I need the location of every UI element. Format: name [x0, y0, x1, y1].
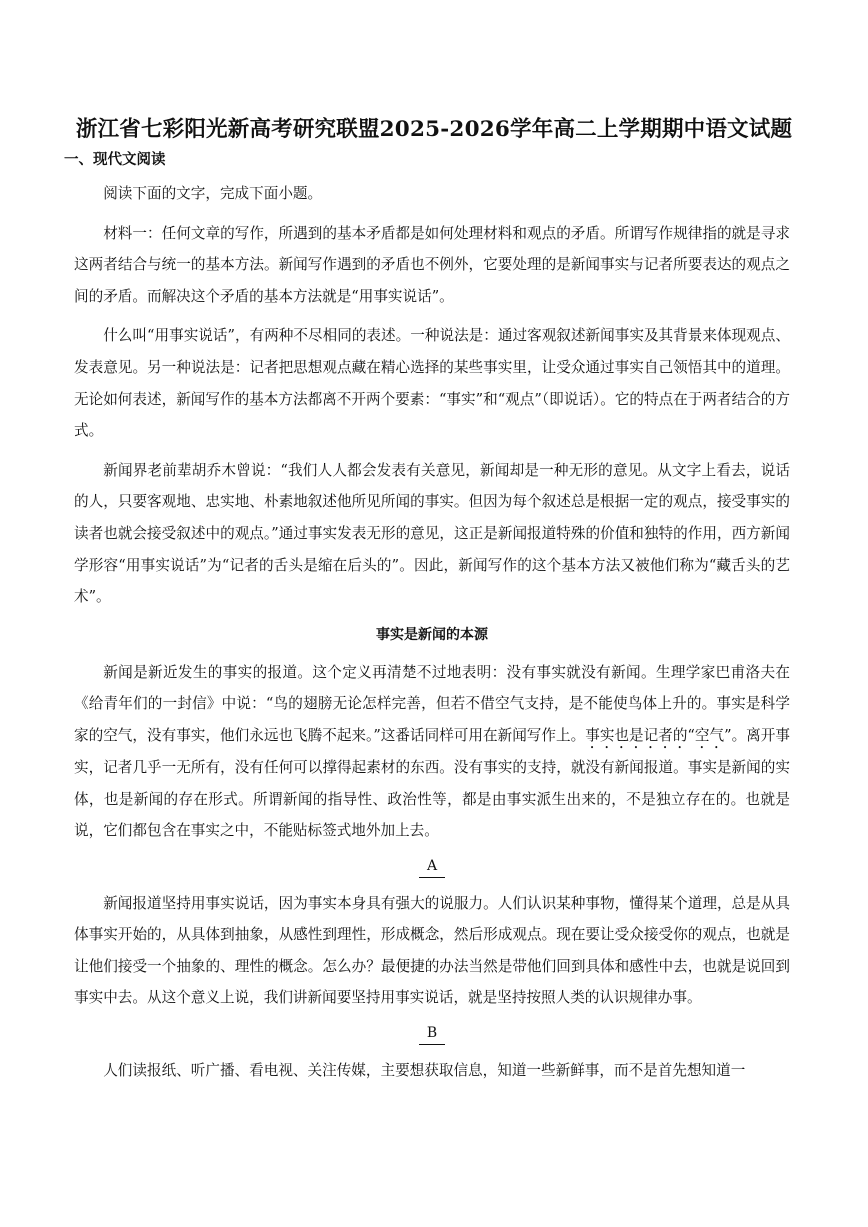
blank-mark-a-label: A — [419, 855, 445, 878]
emphasized-sentence: 事实也是记者的“空气” — [585, 726, 732, 744]
blank-mark-a — [74, 855, 790, 878]
page-title: 浙江省七彩阳光新高考研究联盟2025-2026学年高二上学期期中语文试题 — [75, 117, 793, 142]
paragraph-4-start: 新闻是新近发生的事实的报道。这个定义再清楚不过地表明：没有事实就没有新闻。生理学家巴甫洛夫在《给青年们的一封信》中说：“鸟的翅膀无论怎样完善，但若不借空气支持，是不能使鸟体上升的。事实是科学家的空气，没有事实，他们永远也飞腾不起来。”这番话同样可用在新闻写作上。 — [74, 663, 790, 744]
subtitle: 事实是新闻的本源 — [376, 626, 488, 643]
paragraph-2: 什么叫“用事实说话”，有两种不尽相同的表述。一种说法是：通过客观叙述新闻事实及其背景来体现观点、发表意见。另一种说法是：记者把思想观点藏在精心选择的某些事实里，让受众通过事实自己领悟其中的道理。无论如何表述，新闻写作的基本方法都离不开两个要素：“事实”和“观点”（即说话）。它的特点在于两者结合的方式。 — [74, 327, 790, 440]
instruction: 阅读下面的文字，完成下面小题。 — [103, 185, 323, 202]
blank-mark-b — [74, 1022, 790, 1045]
section-heading: 一、现代文阅读 — [64, 152, 166, 168]
paragraph-6: 人们读报纸、听广播、看电视、关注传媒，主要想获取信息，知道一些新鲜事，而不是首先想知道一 — [103, 1062, 746, 1080]
blank-mark-b-label: B — [419, 1022, 445, 1045]
paragraph-5: 新闻报道坚持用事实说话，因为事实本身具有强大的说服力。人们认识某种事物，懂得某个道理，总是从具体事实开始的，从具体到抽象，从感性到理性，形成概念，然后形成观点。现在要让受众接受你的观点，也就是让他们接受一个抽象的、理性的概念。怎么办？最便捷的办法当然是带他们回到具体和感性中去，也就是说回到事实中去。从这个意义上说，我们讲新闻要坚持用事实说话，就是坚持按照人类的认识规律办事。 — [74, 894, 790, 1007]
paragraph-4 — [74, 657, 790, 847]
paragraph-4-end: 。离开事实，记者几乎一无所有，没有任何可以撑得起素材的东西。没有事实的支持，就没有新闻报道。事实是新闻的实体，也是新闻的存在形式。所谓新闻的指导性、政治性等，都是由事实派生出来的，不是独立存在的。也就是说，它们都包含在事实之中，不能贴标签式地外加上去。 — [74, 726, 790, 840]
paragraph-1: 材料一：任何文章的写作，所遇到的基本矛盾都是如何处理材料和观点的矛盾。所谓写作规律指的就是寻求这两者结合与统一的基本方法。新闻写作遇到的矛盾也不例外，它要处理的是新闻事实与记者所要表达的观点之间的矛盾。而解决这个矛盾的基本方法就是“用事实说话”。 — [74, 224, 790, 305]
paragraph-3: 新闻界老前辈胡乔木曾说：“我们人人都会发表有关意见，新闻却是一种无形的意见。从文字上看去，说话的人，只要客观地、忠实地、朴素地叙述他所见所闻的事实。但因为每个叙述总是根据一定的观点，接受事实的读者也就会接受叙述中的观点。”通过事实发表无形的意见，这正是新闻报道特殊的价值和独特的作用，西方新闻学形容“用事实说话”为“记者的舌头是缩在后头的”。因此，新闻写作的这个基本方法又被他们称为“藏舌头的艺术”。 — [74, 461, 790, 606]
